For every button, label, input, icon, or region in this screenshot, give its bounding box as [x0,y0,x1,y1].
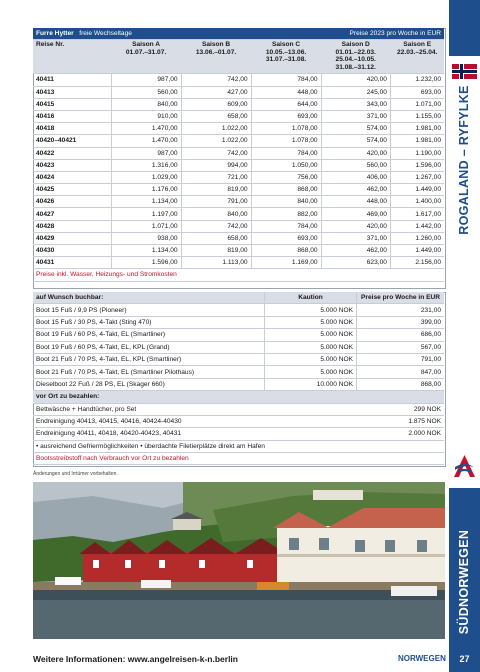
season-price: 371,00 [321,232,390,244]
season-price: 1.232,00 [390,74,444,86]
table-row [33,257,444,269]
season-price: 819,00 [181,245,251,257]
season-price: 1.449,00 [390,245,444,257]
boat-deposit: 5.000 NOK [265,304,357,316]
season-price: 560,00 [321,159,390,171]
season-price: 1.155,00 [390,110,444,122]
boat-price: 399,00 [357,316,445,328]
deposit-header: Kaution [265,292,357,304]
season-price: 448,00 [321,196,390,208]
trip-number: 40431 [33,257,111,269]
season-price: 1.071,00 [390,98,444,110]
table-row [33,135,444,147]
table-row [33,316,444,328]
season-price: 1.981,00 [390,135,444,147]
season-price: 987,00 [111,74,181,86]
column-header: Saison E 22.03.–25.04. [390,40,444,74]
boat-deposit: 5.000 NOK [265,366,357,378]
boat-name: Boot 21 Fuß / 70 PS, 4-Takt, EL (Smartliner Pilothaus) [33,366,265,378]
price-table [33,28,444,282]
table-row [33,159,444,171]
column-header: Saison C 10.05.–13.06. 31.07.–31.08. [251,40,321,74]
table-row [33,403,444,415]
season-price: 462,00 [321,245,390,257]
season-price: 644,00 [251,98,321,110]
disclaimer: Änderungen und Irrtümer vorbehalten. [33,471,118,477]
season-price: 693,00 [251,110,321,122]
sidebar-top-bar [449,0,480,56]
season-price: 868,00 [251,184,321,196]
season-price: 1.267,00 [390,171,444,183]
boat-name: Boot 15 Fuß / 9,9 PS (Pioneer) [33,304,265,316]
boat-deposit: 5.000 NOK [265,341,357,353]
season-price: 791,00 [181,196,251,208]
boat-name: Boot 21 Fuß / 70 PS, 4-Takt, EL, KPL (Smartliner) [33,353,265,365]
country-label: SÜDNORWEGEN [457,529,471,635]
season-price: 560,00 [111,86,181,98]
onsite-price: 299 NOK [357,403,445,415]
table-row [33,353,444,365]
norway-flag-icon [452,64,477,79]
table-row [33,329,444,341]
season-price: 756,00 [251,171,321,183]
season-price: 1.596,00 [390,159,444,171]
table-row [33,147,444,159]
column-header: Saison B 13.06.–01.07. [181,40,251,74]
onsite-item: Bettwäsche + Handtücher, pro Set [33,403,357,415]
season-price: 742,00 [181,74,251,86]
season-price: 693,00 [390,86,444,98]
season-price: 658,00 [181,232,251,244]
season-price: 987,00 [111,147,181,159]
season-price: 721,00 [181,171,251,183]
table-row [33,123,444,135]
table-row [33,86,444,98]
table-title: Furre Hytter [36,30,74,37]
fuel-note: Bootsstreibstoff nach Verbrauch vor Ort zu bezahlen [33,453,444,465]
season-price: 1.449,00 [390,184,444,196]
season-price: 1.981,00 [390,123,444,135]
season-price: 1.596,00 [111,257,181,269]
season-price: 420,00 [321,147,390,159]
trip-number: 40420–40421 [33,135,111,147]
boat-price: 791,00 [357,353,445,365]
table-row [33,415,444,427]
season-price: 784,00 [251,147,321,159]
season-price: 1.029,00 [111,171,181,183]
season-price: 1.190,00 [390,147,444,159]
onsite-item: Endreinigung 40413, 40415, 40416, 40424-40430 [33,415,357,427]
trip-number: 40416 [33,110,111,122]
boat-price: 567,00 [357,341,445,353]
season-price: 1.617,00 [390,208,444,220]
season-price: 1.400,00 [390,196,444,208]
season-price: 840,00 [181,208,251,220]
boat-deposit: 5.000 NOK [265,316,357,328]
season-price: 882,00 [251,208,321,220]
trip-number: 40430 [33,245,111,257]
price-note: Preise inkl. Wasser, Heizungs- und Stromkosten [33,269,444,281]
table-row [33,428,444,440]
season-price: 742,00 [181,220,251,232]
season-price: 574,00 [321,135,390,147]
table-row [33,98,444,110]
season-price: 693,00 [251,232,321,244]
boat-deposit: 5.000 NOK [265,353,357,365]
season-price: 1.134,00 [111,245,181,257]
table-row [33,220,444,232]
trip-number: 40424 [33,171,111,183]
boat-deposit: 5.000 NOK [265,329,357,341]
season-price: 574,00 [321,123,390,135]
table-row [33,378,444,390]
season-price: 658,00 [181,110,251,122]
extras-header-label: auf Wunsch buchbar: [33,292,265,304]
season-price: 343,00 [321,98,390,110]
boat-price: 686,00 [357,329,445,341]
angelreisen-logo-icon [452,454,477,479]
season-price: 742,00 [181,147,251,159]
boat-name: Boot 19 Fuß / 60 PS, 4-Takt, EL (Smartliner) [33,329,265,341]
season-price: 784,00 [251,74,321,86]
onsite-header: vor Ort zu bezahlen: [33,391,444,403]
table-row [33,366,444,378]
season-price: 1.176,00 [111,184,181,196]
season-price: 469,00 [321,208,390,220]
boat-price: 231,00 [357,304,445,316]
season-price: 1.078,00 [251,135,321,147]
onsite-item: Endreinigung 40411, 40418, 40420-40423, 40431 [33,428,357,440]
table-row [33,232,444,244]
footer-section: NORWEGEN [398,654,446,663]
extras-info: • ausreichend Gefriermöglichkeiten • überdachte Filetierplätze direkt am Hafen [33,440,444,452]
onsite-price: 2.000 NOK [357,428,445,440]
season-price: 623,00 [321,257,390,269]
trip-number: 40413 [33,86,111,98]
table-row [33,171,444,183]
season-price: 2.156,00 [390,257,444,269]
column-header: Reise Nr. [33,40,111,74]
boat-price: 847,00 [357,366,445,378]
season-price: 868,00 [251,245,321,257]
boat-price: 868,00 [357,378,445,390]
trip-number: 40429 [33,232,111,244]
season-price: 1.197,00 [111,208,181,220]
trip-number: 40425 [33,184,111,196]
price-header: Preise pro Woche in EUR [357,292,445,304]
table-row [33,74,444,86]
season-price: 840,00 [111,98,181,110]
season-price: 1.113,00 [181,257,251,269]
season-price: 994,00 [181,159,251,171]
table-row [33,196,444,208]
region-label: ROGALAND – RYFYLKE [457,85,471,235]
season-price: 420,00 [321,220,390,232]
season-price: 1.022,00 [181,123,251,135]
table-row [33,304,444,316]
trip-number: 40423 [33,159,111,171]
season-price: 1.316,00 [111,159,181,171]
table-row [33,208,444,220]
season-price: 406,00 [321,171,390,183]
season-price: 840,00 [251,196,321,208]
onsite-price: 1.875 NOK [357,415,445,427]
footer-more-info: Weitere Informationen: www.angelreisen-k-n.berlin [33,654,238,664]
season-price: 784,00 [251,220,321,232]
extras-table [33,292,444,465]
season-price: 1.470,00 [111,123,181,135]
table-subtitle: freie Wechseltage [79,30,132,37]
season-price: 1.071,00 [111,220,181,232]
table-header-right: Preise 2023 pro Woche in EUR [251,28,444,40]
column-header: Saison D 01.01.–22.03. 25.04.–10.05. 31.08.–31.12. [321,40,390,74]
column-header: Saison A 01.07.–31.07. [111,40,181,74]
trip-number: 40427 [33,208,111,220]
season-price: 819,00 [181,184,251,196]
trip-number: 40422 [33,147,111,159]
season-price: 1.169,00 [251,257,321,269]
season-price: 448,00 [251,86,321,98]
season-price: 1.470,00 [111,135,181,147]
season-price: 1.442,00 [390,220,444,232]
trip-number: 40418 [33,123,111,135]
season-price: 1.050,00 [251,159,321,171]
season-price: 462,00 [321,184,390,196]
page-number: 27 [449,648,480,672]
season-price: 1.078,00 [251,123,321,135]
table-row [33,341,444,353]
sidebar [449,0,480,672]
season-price: 1.022,00 [181,135,251,147]
season-price: 910,00 [111,110,181,122]
trip-number: 40426 [33,196,111,208]
trip-number: 40428 [33,220,111,232]
boat-name: Boot 19 Fuß / 60 PS, 4-Takt, EL, KPL (Grand) [33,341,265,353]
table-row [33,110,444,122]
season-price: 1.134,00 [111,196,181,208]
season-price: 371,00 [321,110,390,122]
table-row [33,184,444,196]
season-price: 1.260,00 [390,232,444,244]
boat-name: Dieselboot 22 Fuß / 28 PS, EL (Skager 660) [33,378,265,390]
season-price: 427,00 [181,86,251,98]
table-row [33,245,444,257]
season-price: 420,00 [321,74,390,86]
season-price: 609,00 [181,98,251,110]
harbor-photo [33,482,445,639]
season-price: 938,00 [111,232,181,244]
trip-number: 40415 [33,98,111,110]
boat-name: Boot 15 Fuß / 30 PS, 4-Takt (Sting 470) [33,316,265,328]
trip-number: 40411 [33,74,111,86]
season-price: 245,00 [321,86,390,98]
boat-deposit: 10.000 NOK [265,378,357,390]
